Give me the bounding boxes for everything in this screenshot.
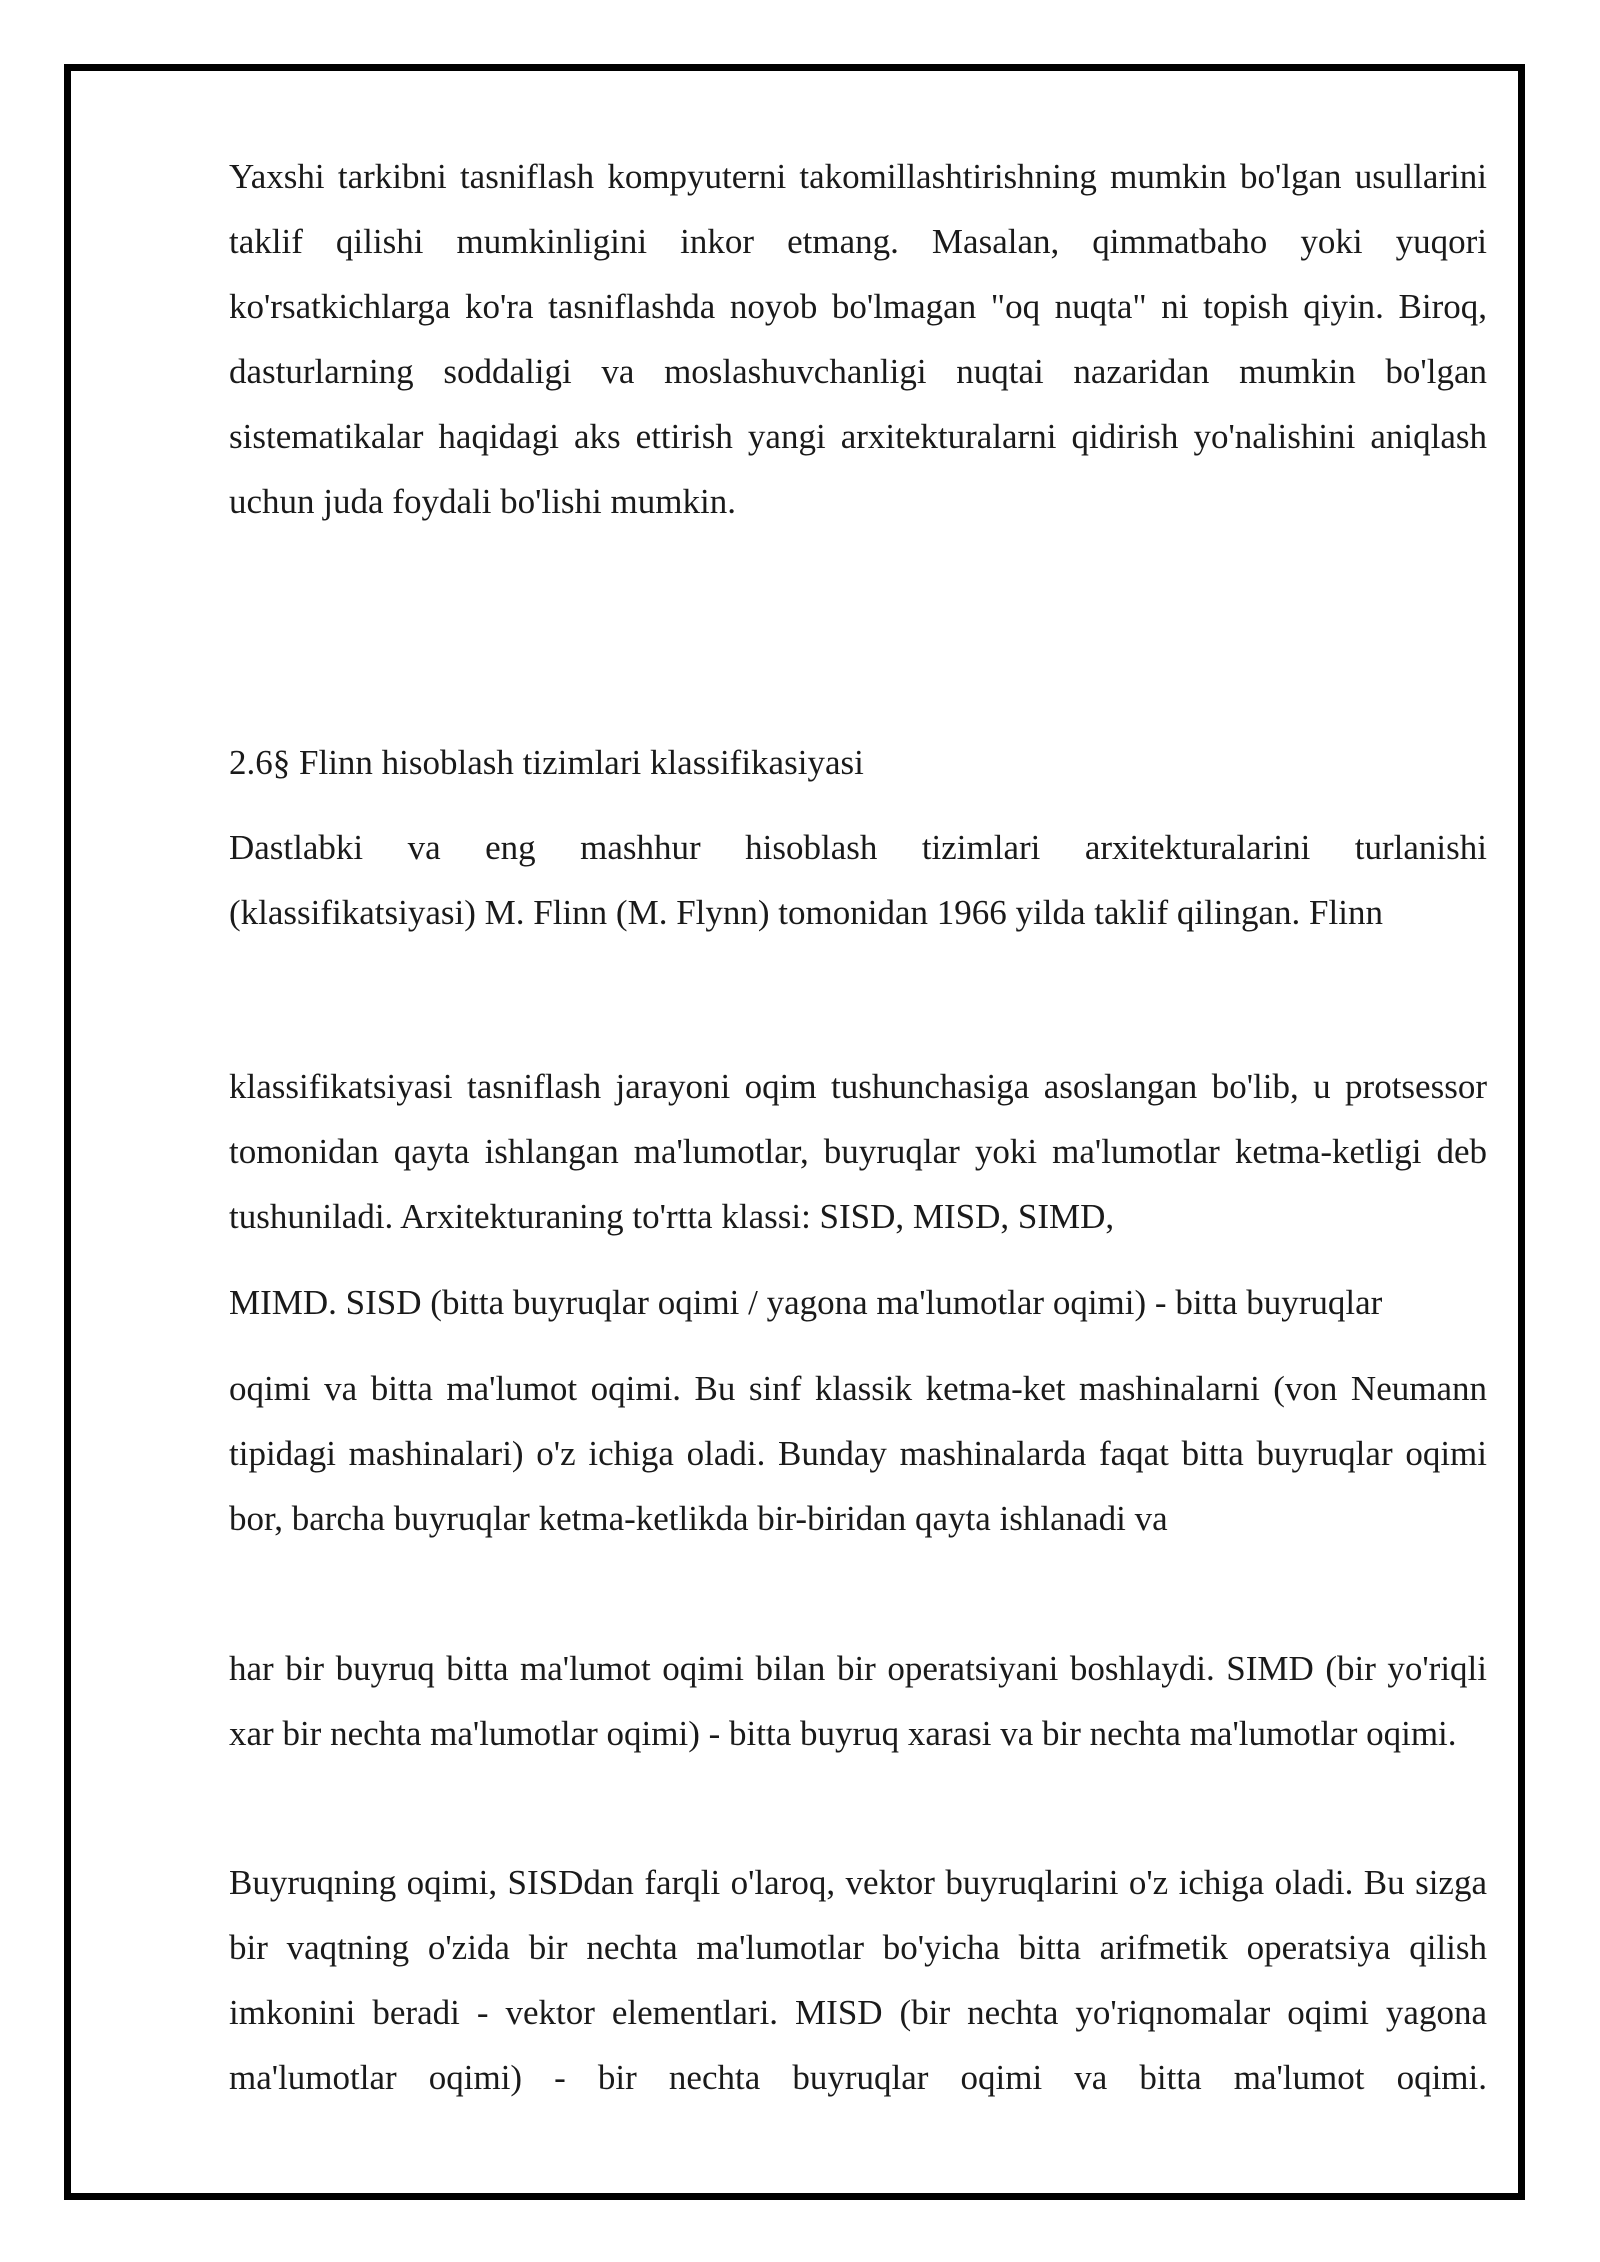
paragraph-simd-description: har bir buyruq bitta ma'lumot oqimi bilan bir operatsiyani boshlaydi. SIMD (bir yo'riqli xar bir nechta ma'lumotlar oqimi) - bitta buyruq xarasi va bir nechta ma'lumotlar oqimi. xyxy=(229,1649,1487,1753)
paragraph-classification: klassifikatsiyasi tasniflash jarayoni oqim tushunchasiga asoslangan bo'lib, u protsessor tomonidan qayta ishlangan ma'lumotlar, buyruqlar yoki ma'lumotlar ketma-ketligi deb tushuniladi. Arxitekturaning to'rtta klassi: SISD, MISD, SIMD, xyxy=(229,1067,1487,1236)
paragraph-sisd-description: oqimi va bitta ma'lumot oqimi. Bu sinf klassik ketma-ket mashinalarni (von Neumann tipidagi mashinalari) o'z ichiga oladi. Bunday mashinalarda faqat bitta buyruqlar oqimi bor, barcha buyruqlar ketma-ketlikda bir-biridan qayta ishlanadi va xyxy=(229,1369,1487,1538)
paragraph-flinn-line-1: Dastlabki va eng mashhur hisoblash tizimlari arxitekturalarini turlanishi xyxy=(229,828,1487,867)
paragraph-misd-description: Buyruqning oqimi, SISDdan farqli o'laroq, vektor buyruqlarini o'z ichiga oladi. Bu sizga bir vaqtning o'zida bir nechta ma'lumotlar bo'yicha bitta arifmetik operatsiya qilish imkonini beradi - vektor elementlari. MISD (bir nechta yo'riqnomalar oqimi yagona ma'lumotlar oqimi) - bir nechta buyruqlar oqimi va bitta ma'lumot oqimi. xyxy=(229,1863,1487,2097)
section-heading: 2.6§ Flinn hisoblash tizimlari klassifikasiyasi xyxy=(229,743,864,782)
paragraph-mimd-sisd: MIMD. SISD (bitta buyruqlar oqimi / yagona ma'lumotlar oqimi) - bitta buyruqlar xyxy=(229,1283,1383,1322)
paragraph-flinn-line-2: (klassifikatsiyasi) M. Flinn (M. Flynn) tomonidan 1966 yilda taklif qilingan. Flinn xyxy=(229,893,1383,932)
paragraph-intro: Yaxshi tarkibni tasniflash kompyuterni takomillashtirishning mumkin bo'lgan usullarini taklif qilishi mumkinligini inkor etmang. Masalan, qimmatbaho yoki yuqori ko'rsatkichlarga ko'ra tasniflashda noyob bo'lmagan "oq nuqta" ni topish qiyin. Biroq, dasturlarning soddaligi va moslashuvchanligi nuqtai nazaridan mumkin bo'lgan sistematikalar haqidagi aks ettirish yangi arxitekturalarni qidirish yo'nalishini aniqlash uchun juda foydali bo'lishi mumkin. xyxy=(229,157,1487,521)
